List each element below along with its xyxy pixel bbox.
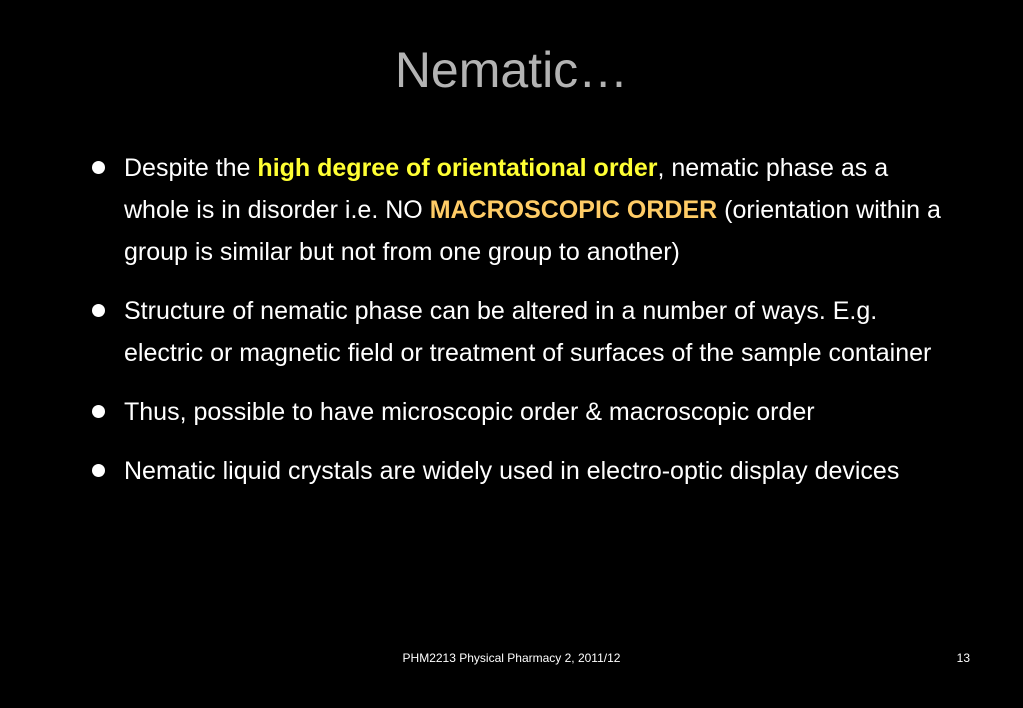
bullet-text: Thus, possible to have microscopic order & macroscopic order: [124, 398, 815, 426]
bullet-dot-icon: [92, 464, 105, 477]
bullet-dot-icon: [92, 161, 105, 174]
bullet-item-1: [92, 147, 952, 273]
bullet-item-4: [92, 450, 952, 492]
bullet-text: Nematic liquid crystals are widely used in electro-optic display devices: [124, 457, 900, 485]
text-run: (orientation within a group is similar but not from one group to another): [124, 196, 941, 266]
text-run: , nematic phase as a whole is in disorder i.e. NO: [124, 154, 889, 224]
bullet-dot-icon: [92, 405, 105, 418]
highlight-macroscopic-order: MACROSCOPIC ORDER: [429, 196, 718, 224]
highlight-orientational-order: high degree of orientational order: [257, 154, 658, 182]
bullet-text: Structure of nematic phase can be altered in a number of ways. E.g. electric or magnetic field or treatment of surfaces of the sample container: [124, 297, 932, 367]
bullet-item-2: [92, 290, 952, 374]
slide-footer: PHM2213 Physical Pharmacy 2, 2011/12: [402, 651, 621, 665]
bullet-list: [92, 147, 952, 509]
page-number: 13: [956, 651, 970, 665]
bullet-dot-icon: [92, 304, 105, 317]
bullet-item-3: [92, 391, 952, 433]
bullet-text: [124, 154, 941, 266]
slide-title: Nematic…: [394, 42, 629, 98]
text-run: Despite the: [124, 154, 258, 182]
